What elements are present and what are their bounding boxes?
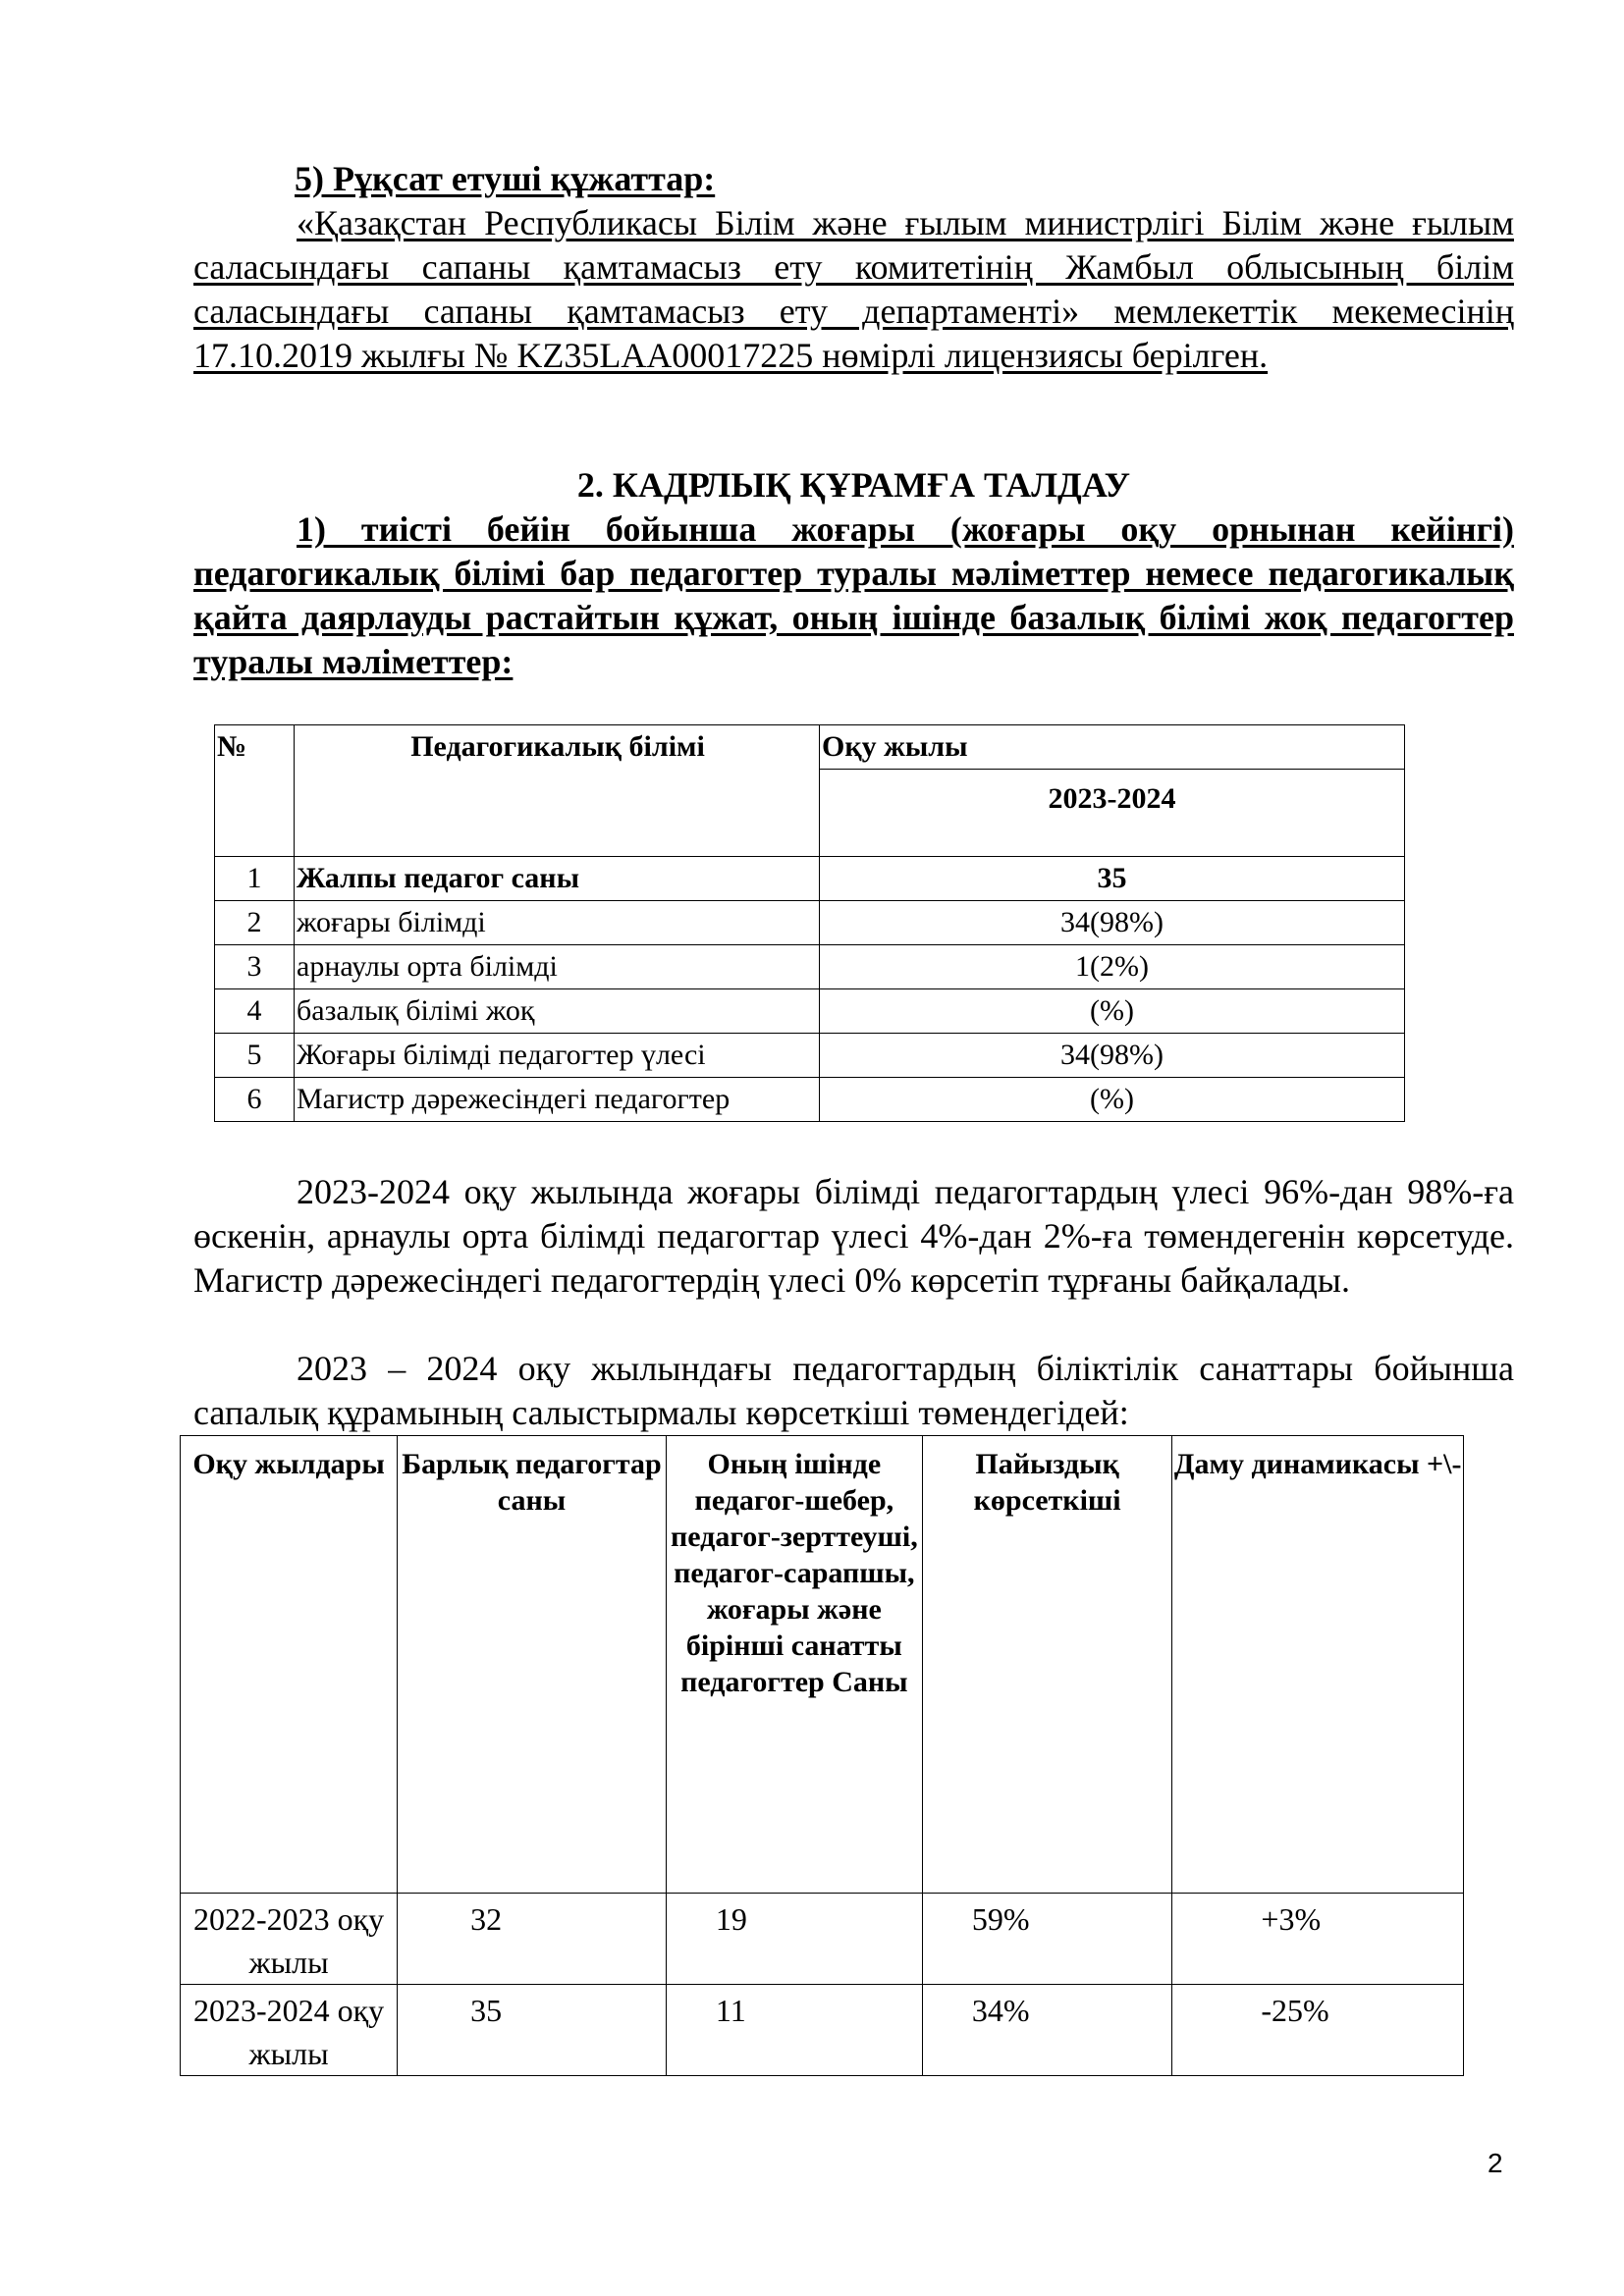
row-label: жоғары білімді xyxy=(295,901,820,945)
row-dynamics: -25% xyxy=(1172,1985,1464,2076)
row-label: Жалпы педагог саны xyxy=(295,857,820,901)
row-label: Магистр дәрежесіндегі педагогтер xyxy=(295,1078,820,1122)
row-number: 4 xyxy=(215,989,295,1034)
row-value: 34(98%) xyxy=(820,901,1405,945)
page-number: 2 xyxy=(1488,2148,1503,2178)
table-row xyxy=(215,989,1405,1034)
table-row xyxy=(215,1034,1405,1078)
row-qualified: 19 xyxy=(666,1894,922,1985)
section-title: 2. КАДРЛЫҚ ҚҰРАМҒА ТАЛДАУ xyxy=(576,465,1131,505)
row-label: арнаулы орта білімді xyxy=(295,945,820,989)
row-total: 35 xyxy=(398,1985,667,2076)
row-total: 32 xyxy=(398,1894,667,1985)
row-label: Жоғары білімді педагогтер үлесі xyxy=(295,1034,820,1078)
row-value: (%) xyxy=(820,989,1405,1034)
row-value: 34(98%) xyxy=(820,1034,1405,1078)
row-number: 3 xyxy=(215,945,295,989)
table-row xyxy=(181,1894,1464,1985)
table-row xyxy=(215,945,1405,989)
row-value: 35 xyxy=(820,857,1405,901)
row-number: 6 xyxy=(215,1078,295,1122)
row-qualified: 11 xyxy=(666,1985,922,2076)
subsection-heading: 1) тиісті бейін бойынша жоғары (жоғары оқу орнынан кейінгі) педагогикалық білімі бар педагогтер туралы мәліметтер немесе педагогикалық қайта даярлауды растайтын құжат, оның ішінде базалық білімі жоқ педагогтер туралы мәліметтер: xyxy=(193,509,1514,681)
row-value: 1(2%) xyxy=(820,945,1405,989)
qualification-comparison-table xyxy=(180,1435,1464,2076)
header-dynamics: Даму динамикасы +\- xyxy=(1172,1436,1464,1894)
table-row xyxy=(215,901,1405,945)
row-value: (%) xyxy=(820,1078,1405,1122)
header-number: № xyxy=(215,725,295,857)
row-number: 2 xyxy=(215,901,295,945)
header-total-teachers: Барлық педагогтар саны xyxy=(398,1436,667,1894)
row-number: 1 xyxy=(215,857,295,901)
table-header-row xyxy=(215,725,1405,770)
row-year: 2023-2024 оқу жылы xyxy=(181,1985,398,2076)
table-row xyxy=(215,1078,1405,1122)
table-row xyxy=(215,857,1405,901)
pedagogical-education-table xyxy=(214,724,1405,1122)
row-percent: 59% xyxy=(922,1894,1172,1985)
row-label: базалық білімі жоқ xyxy=(295,989,820,1034)
row-percent: 34% xyxy=(922,1985,1172,2076)
header-education: Педагогикалық білімі xyxy=(295,725,820,857)
row-number: 5 xyxy=(215,1034,295,1078)
table-header-row xyxy=(181,1436,1464,1894)
row-year: 2022-2023 оқу жылы xyxy=(181,1894,398,1985)
comparison-intro-paragraph: 2023 – 2024 оқу жылындағы педагогтардың біліктілік санаттары бойынша сапалық құрамының салыстырмалы көрсеткіші төмендегідей: xyxy=(193,1349,1514,1432)
header-qualified-teachers: Оның ішінде педагог-шебер, педагог-зерттеуші, педагог-сарапшы, жоғары және бірінші санатты педагогтер Саны xyxy=(666,1436,922,1894)
header-percentage: Пайыздық көрсеткіші xyxy=(922,1436,1172,1894)
header-year-value: 2023-2024 xyxy=(820,770,1405,857)
header-academic-year: Оқу жылы xyxy=(820,725,1405,770)
row-dynamics: +3% xyxy=(1172,1894,1464,1985)
table-row xyxy=(181,1985,1464,2076)
license-paragraph: «Қазақстан Республикасы Білім және ғылым министрлігі Білім және ғылым саласындағы сапаны қамтамасыз ету комитетінің Жамбыл облысының білім саласындағы сапаны қамтамасыз ету департаменті» мемлекеттік мекемесінің 17.10.2019 жылғы № KZ35LAA00017225 нөмірлі лицензиясы берілген. xyxy=(193,203,1514,375)
permits-heading: 5) Рұқсат етуші құжаттар: xyxy=(295,159,716,198)
analysis-paragraph: 2023-2024 оқу жылында жоғары білімді педагогтардың үлесі 96%-дан 98%-ға өскенін, арнаулы орта білімді педагогтар үлесі 4%-дан 2%-ға төмендегенін көрсетуде. Магистр дәрежесіндегі педагогтердің үлесі 0% көрсетіп тұрғаны байқалады. xyxy=(193,1172,1514,1300)
header-academic-years: Оқу жылдары xyxy=(181,1436,398,1894)
